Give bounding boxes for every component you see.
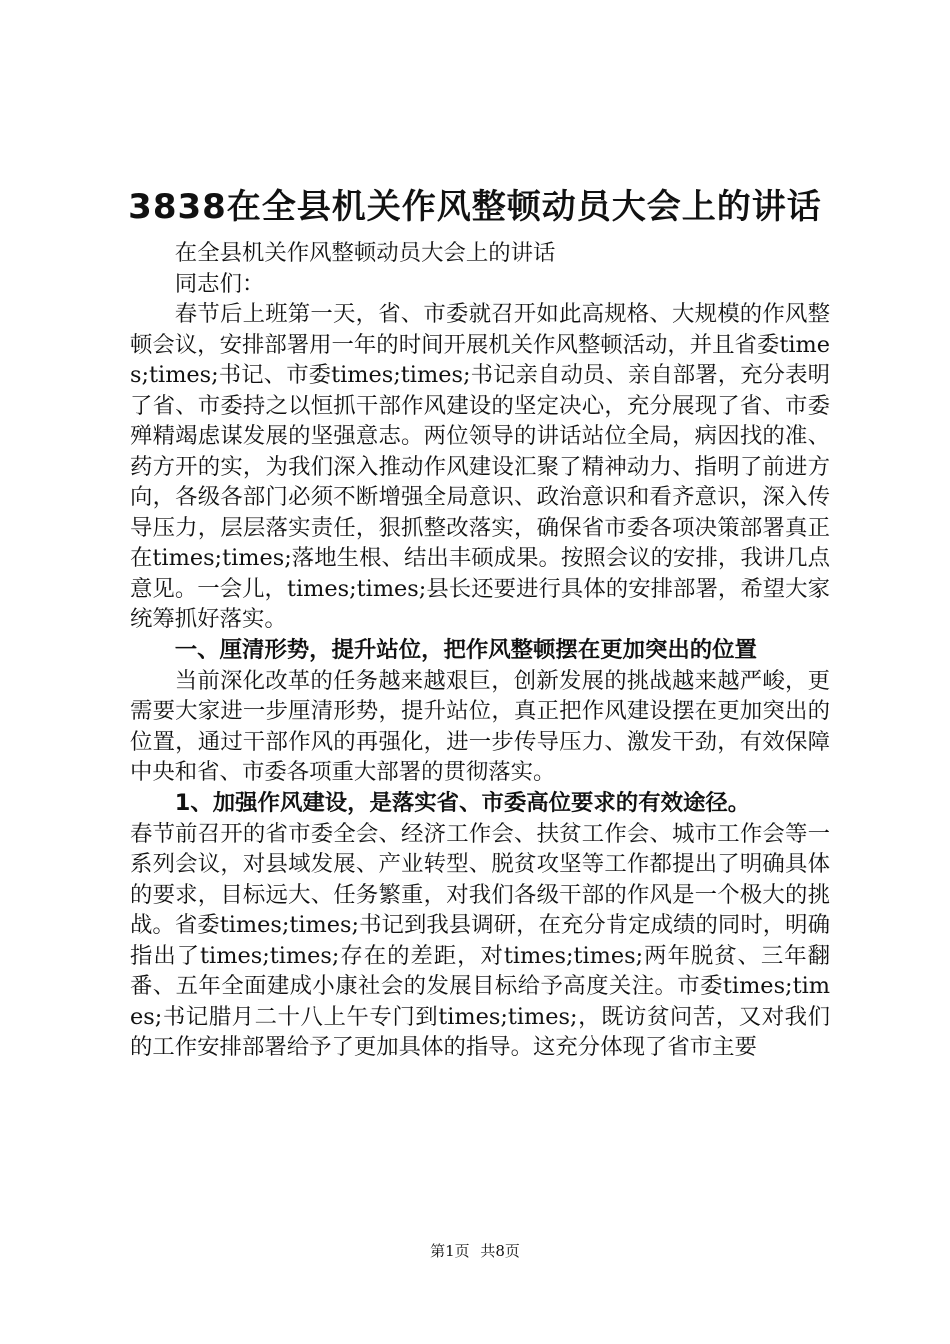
- document-body: [130, 238, 830, 1063]
- salutation: 同志们：: [174, 270, 265, 297]
- subsection-heading: 1、加强作风建设，是落实省、市委高位要求的有效途径。: [174, 789, 751, 816]
- page-total: 共8页: [480, 1242, 520, 1260]
- paragraph: 春节前召开的省市委全会、经济工作会、扶贫工作会、城市工作会等一系列会议，对县域发展、产业转型、脱贫攻坚等工作都提出了明确具体的要求，目标远大、任务繁重，对我们各级干部的作风是一个极大的挑战。省委times;times;书记到我县调研，在充分肯定成绩的同时，明确指出了times;times;存在的差距，对times;times;两年脱贫、三年翻番、五年全面建成小康社会的发展目标给予高度关注。市委times;times;书记腊月二十八上午专门到times;times;，既访贫问苦，又对我们的工作安排部署给予了更加具体的指导。这充分体现了省市主要: [130, 820, 830, 1060]
- document-title: 3838在全县机关作风整顿动员大会上的讲话: [128, 187, 822, 227]
- paragraph: 春节后上班第一天，省、市委就召开如此高规格、大规模的作风整顿会议，安排部署用一年的时间开展机关作风整顿活动，并且省委times;times;书记、市委times;times;书记亲自动员、亲自部署，充分表明了省、市委持之以恒抓干部作风建设的坚定决心，充分展现了省、市委殚精竭虑谋发展的坚强意志。两位领导的讲话站位全局，病因找的准、药方开的实，为我们深入推动作风建设汇聚了精神动力、指明了前进方向，各级各部门必须不断增强全局意识、政治意识和看齐意识，深入传导压力，层层落实责任，狠抓整改落实，确保省市委各项决策部署真正在times;times;落地生根、结出丰硕成果。按照会议的安排，我讲几点意见。一会儿，times;times;县长还要进行具体的安排部署，希望大家统筹抓好落实。: [130, 301, 830, 632]
- subtitle-line: 在全县机关作风整顿动员大会上的讲话: [174, 240, 556, 266]
- section-heading: 一、厘清形势，提升站位，把作风整顿摆在更加突出的位置: [174, 636, 757, 663]
- paragraph: 当前深化改革的任务越来越艰巨，创新发展的挑战越来越严峻，更需要大家进一步厘清形势，提升站位，真正把作风建设摆在更加突出的位置，通过干部作风的再强化，进一步传导压力、激发干劲，有效保障中央和省、市委各项重大部署的贯彻落实。: [130, 667, 830, 785]
- page-number: 第1页: [430, 1242, 470, 1260]
- page-footer: [0, 1240, 950, 1262]
